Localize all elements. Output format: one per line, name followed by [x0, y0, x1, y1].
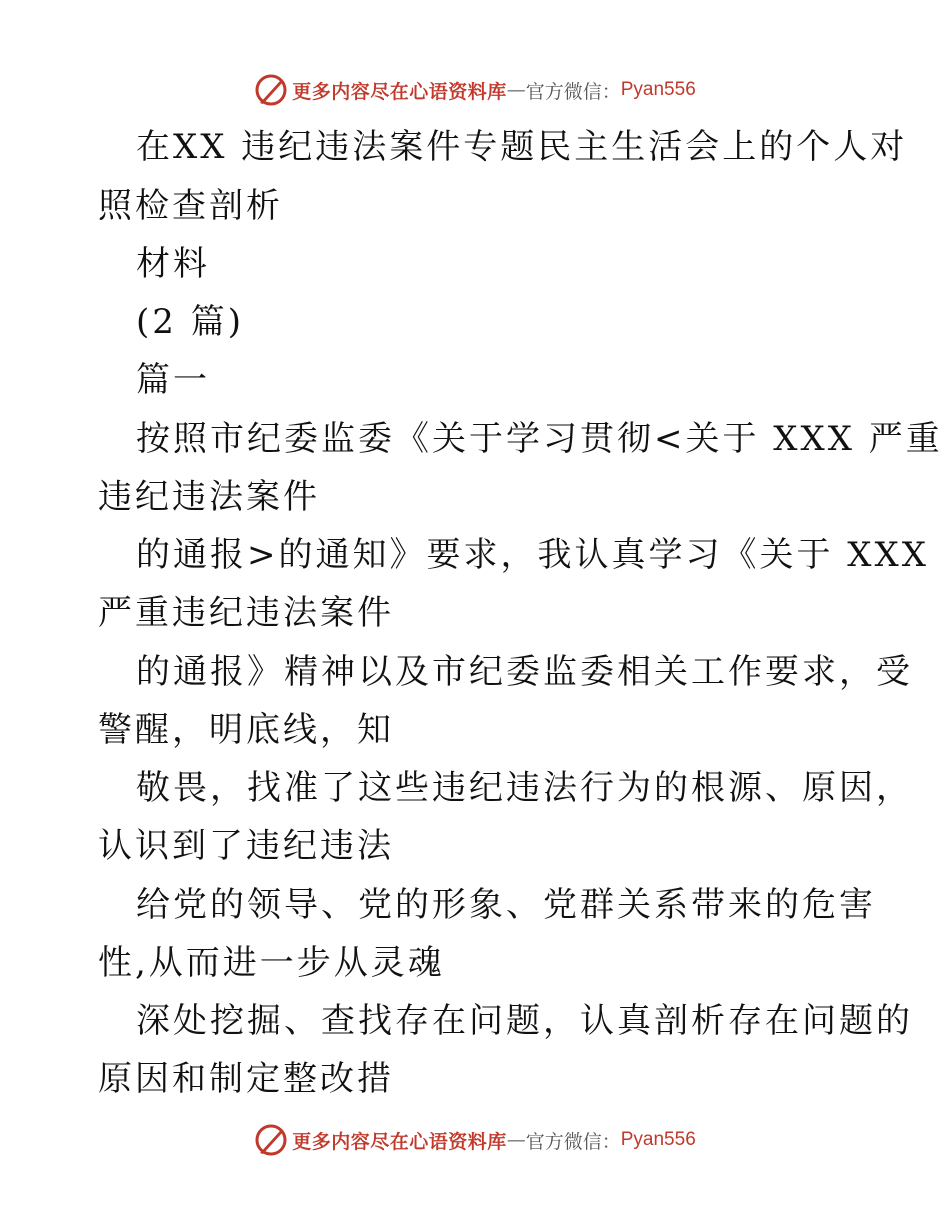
paragraph-line: 按照市纪委监委《关于学习贯彻<关于 XXX 严重	[136, 419, 943, 459]
footer-banner	[0, 1120, 950, 1160]
paragraph-line: 严重违纪违法案件	[98, 593, 394, 633]
section-heading: 篇一	[136, 360, 210, 400]
site-name: 更多内容尽在心语资料库	[292, 1130, 507, 1153]
title-line-2: 照检查剖析	[98, 186, 283, 226]
wechat-label: 官方微信：	[525, 1130, 621, 1153]
quill-seal-icon	[254, 1123, 288, 1157]
paragraph-line: 的通报》精神以及市纪委监委相关工作要求，受	[136, 652, 913, 692]
banner-separator: —	[506, 1129, 526, 1151]
wechat-label: 官方微信：	[525, 80, 621, 103]
paragraph-line: 深处挖掘、查找存在问题，认真剖析存在问题的	[136, 1001, 913, 1041]
wechat-id: Pyan556	[620, 1129, 696, 1150]
wechat-id: Pyan556	[620, 79, 696, 100]
paragraph-line: 性,从而进一步从灵魂	[98, 943, 445, 983]
site-name: 更多内容尽在心语资料库	[292, 80, 507, 103]
paragraph-line: 原因和制定整改措	[98, 1059, 394, 1099]
paragraph-line: 警醒，明底线，知	[98, 710, 394, 750]
article-count: (2 篇)	[136, 302, 244, 342]
paragraph-line: 给党的领导、党的形象、党群关系带来的危害	[136, 885, 876, 925]
paragraph-line: 违纪违法案件	[98, 477, 320, 517]
paragraph-line: 敬畏，找准了这些违纪违法行为的根源、原因，	[136, 768, 913, 808]
paragraph-line: 认识到了违纪违法	[98, 826, 394, 866]
paragraph-line: 的通报>的通知》要求，我认真学习《关于 XXX	[136, 535, 929, 575]
title-line-3: 材料	[136, 244, 210, 284]
banner-separator: —	[506, 79, 526, 101]
title-line-1: 在XX 违纪违法案件专题民主生活会上的个人对	[136, 127, 908, 167]
